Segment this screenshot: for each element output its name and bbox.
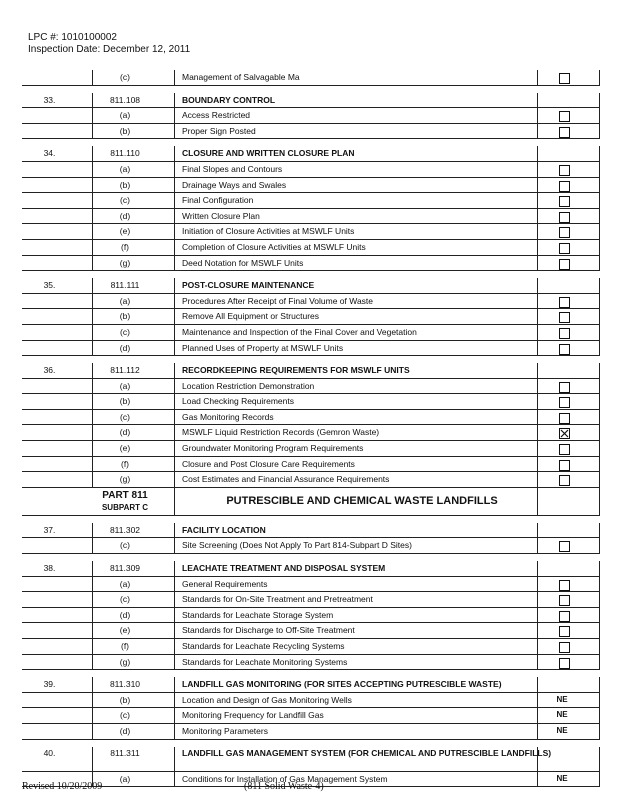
column-rule	[537, 488, 538, 516]
column-rule	[599, 523, 600, 539]
checkbox[interactable]	[559, 111, 570, 122]
column-rule	[174, 441, 175, 457]
requirement-title: Final Configuration	[182, 195, 254, 206]
column-rule	[92, 425, 93, 441]
section-header-row	[22, 561, 600, 577]
column-rule	[92, 309, 93, 325]
not-evaluated-mark: NE	[556, 694, 568, 704]
column-rule	[174, 209, 175, 225]
subsection-letter: (g)	[119, 257, 131, 268]
column-rule	[174, 70, 175, 86]
checkbox[interactable]	[559, 344, 570, 355]
column-rule	[599, 93, 600, 109]
requirement-title: Management of Salvagable Ma	[182, 72, 300, 82]
column-rule	[599, 623, 600, 639]
subsection-letter: (f)	[120, 641, 130, 651]
checklist-row	[22, 577, 600, 593]
column-rule	[599, 708, 600, 724]
checklist-row	[22, 162, 600, 178]
section-title: LEACHATE TREATMENT AND DISPOSAL SYSTEM	[182, 563, 386, 574]
checkbox[interactable]	[559, 541, 570, 552]
column-rule	[599, 124, 600, 140]
column-rule	[599, 209, 600, 225]
subsection-letter: (f)	[120, 241, 130, 252]
column-rule	[92, 124, 93, 140]
requirement-title: Site Screening (Does Not Apply To Part 814-Subpart D Sites)	[182, 540, 412, 551]
inspection-checklist	[22, 70, 600, 787]
checkbox[interactable]	[559, 259, 570, 270]
column-rule	[599, 608, 600, 624]
checkbox[interactable]	[559, 212, 570, 223]
requirement-title: Standards for Leachate Recycling Systems	[182, 641, 345, 651]
subsection-letter: (g)	[119, 474, 131, 485]
column-rule	[174, 693, 175, 709]
section-header-row	[22, 146, 600, 162]
requirement-title: Maintenance and Inspection of the Final Cover and Vegetation	[182, 326, 417, 337]
column-rule	[174, 639, 175, 655]
requirement-title: Location and Design of Gas Monitoring Wells	[182, 694, 352, 705]
column-rule	[174, 747, 175, 772]
column-rule	[599, 457, 600, 473]
row-spacer	[22, 271, 600, 278]
subsection-letter: (c)	[120, 594, 130, 605]
column-rule	[174, 655, 175, 671]
checklist-row	[22, 425, 600, 441]
subsection-letter: (a)	[119, 578, 131, 589]
section-header-row	[22, 93, 600, 109]
column-rule	[599, 425, 600, 441]
requirement-title: Final Slopes and Contours	[182, 163, 283, 174]
checklist-row	[22, 193, 600, 209]
subsection-letter: (c)	[120, 326, 130, 337]
column-rule	[92, 577, 93, 593]
column-rule	[599, 363, 600, 379]
footer-page: (811 Solid Waste-4)	[244, 781, 324, 792]
checkbox[interactable]	[559, 73, 570, 84]
footer-revised: Revised 10/20/2009	[22, 781, 103, 792]
requirement-title: Procedures After Receipt of Final Volume of Waste	[182, 295, 374, 306]
column-rule	[174, 457, 175, 473]
column-rule	[599, 677, 600, 693]
column-rule	[599, 655, 600, 671]
checkbox[interactable]	[559, 181, 570, 192]
column-rule	[174, 240, 175, 256]
requirement-title: Load Checking Requirements	[182, 396, 294, 407]
part-label: PART 811	[102, 489, 148, 501]
checkbox[interactable]	[559, 297, 570, 308]
column-rule	[174, 325, 175, 341]
checklist-row	[22, 240, 600, 256]
column-rule	[92, 693, 93, 709]
section-title: POST-CLOSURE MAINTENANCE	[182, 280, 315, 291]
column-rule	[174, 224, 175, 240]
requirement-title: Written Closure Plan	[182, 210, 260, 221]
checklist-row	[22, 592, 600, 608]
column-rule	[92, 193, 93, 209]
subsection-letter: (b)	[119, 179, 131, 190]
not-evaluated-mark: NE	[556, 725, 568, 735]
item-number: 39.	[43, 679, 56, 690]
requirement-title: Standards for Discharge to Off-Site Treatment	[182, 625, 355, 636]
subsection-letter: (c)	[120, 72, 130, 82]
section-header-row	[22, 677, 600, 693]
column-rule	[174, 108, 175, 124]
checklist-row	[22, 209, 600, 225]
column-rule	[92, 410, 93, 426]
column-rule	[92, 724, 93, 740]
column-rule	[174, 425, 175, 441]
checkbox[interactable]	[559, 397, 570, 408]
checklist-row	[22, 441, 600, 457]
checkbox[interactable]	[559, 475, 570, 486]
checklist-row	[22, 608, 600, 624]
checklist-row	[22, 693, 600, 709]
column-rule	[92, 224, 93, 240]
column-rule	[599, 278, 600, 294]
subsection-letter: (b)	[119, 396, 131, 407]
row-spacer	[22, 516, 600, 523]
column-rule	[174, 724, 175, 740]
subsection-letter: (c)	[120, 540, 130, 551]
column-rule	[174, 162, 175, 178]
section-number: 811.310	[109, 679, 141, 690]
section-title: FACILITY LOCATION	[182, 524, 266, 535]
column-rule	[174, 472, 175, 488]
column-rule	[599, 224, 600, 240]
requirement-title: Drainage Ways and Swales	[182, 179, 287, 190]
column-rule	[92, 441, 93, 457]
column-rule	[599, 379, 600, 395]
section-number: 811.111	[110, 280, 140, 291]
column-rule	[92, 394, 93, 410]
column-rule	[174, 772, 175, 788]
column-rule	[174, 309, 175, 325]
requirement-title: Conditions for Installation of Gas Management System	[182, 773, 388, 784]
section-header-row	[22, 278, 600, 294]
column-rule	[92, 70, 93, 86]
column-rule	[599, 394, 600, 410]
section-title: CLOSURE AND WRITTEN CLOSURE PLAN	[182, 148, 355, 159]
row-spacer	[22, 554, 600, 561]
requirement-title: Standards for Leachate Storage System	[182, 609, 334, 620]
requirement-title: Planned Uses of Property at MSWLF Units	[182, 342, 344, 353]
section-title: LANDFILL GAS MONITORING (FOR SITES ACCEPTING PUTRESCIBLE WASTE)	[182, 679, 502, 690]
subpart-label: SUBPART C	[101, 502, 149, 512]
column-rule	[92, 655, 93, 671]
section-title: RECORDKEEPING REQUIREMENTS FOR MSWLF UNITS	[182, 365, 410, 376]
column-rule	[92, 341, 93, 357]
section-header-row	[22, 523, 600, 539]
requirement-title: Initiation of Closure Activities at MSWLF Units	[182, 226, 355, 237]
section-title: LANDFILL GAS MANAGEMENT SYSTEM (FOR CHEMICAL AND PUTRESCIBLE LANDFILLS)	[182, 747, 552, 758]
column-rule	[599, 693, 600, 709]
checklist-row	[22, 178, 600, 194]
requirement-title: Standards for Leachate Monitoring Systems	[182, 656, 348, 667]
requirement-title: Groundwater Monitoring Program Requirements	[182, 443, 364, 454]
column-rule	[174, 608, 175, 624]
column-rule	[174, 592, 175, 608]
column-rule	[174, 178, 175, 194]
column-rule	[174, 577, 175, 593]
checkbox[interactable]	[559, 312, 570, 323]
row-spacer	[22, 670, 600, 677]
column-rule	[599, 592, 600, 608]
item-number: 33.	[43, 94, 56, 105]
inspection-date: Inspection Date: December 12, 2011	[28, 44, 191, 55]
column-rule	[599, 193, 600, 209]
checkbox[interactable]	[559, 227, 570, 238]
row-spacer	[22, 86, 600, 93]
column-rule	[174, 341, 175, 357]
column-rule	[599, 772, 600, 788]
requirement-title: Cost Estimates and Financial Assurance Requirements	[182, 474, 390, 485]
column-rule	[92, 708, 93, 724]
column-rule	[599, 472, 600, 488]
subsection-letter: (c)	[120, 411, 130, 422]
column-rule	[174, 124, 175, 140]
checklist-row	[22, 224, 600, 240]
part-header-row	[22, 488, 600, 516]
column-rule	[174, 677, 175, 693]
subsection-letter: (a)	[119, 380, 131, 391]
requirement-title: Deed Notation for MSWLF Units	[182, 257, 304, 268]
column-rule	[599, 577, 600, 593]
checklist-row	[22, 394, 600, 410]
requirement-title: Standards for On-Site Treatment and Pretreatment	[182, 594, 373, 605]
subsection-letter: (g)	[119, 656, 131, 667]
section-number: 811.309	[109, 563, 141, 574]
x-mark-icon	[560, 429, 569, 438]
checkbox[interactable]	[559, 243, 570, 254]
checkbox[interactable]	[559, 165, 570, 176]
not-evaluated-mark: NE	[556, 773, 568, 783]
section-number: 811.302	[109, 524, 141, 535]
subsection-letter: (b)	[119, 311, 131, 322]
column-rule	[92, 608, 93, 624]
subsection-letter: (c)	[120, 710, 130, 721]
column-rule	[599, 108, 600, 124]
column-rule	[599, 639, 600, 655]
subsection-letter: (d)	[119, 427, 131, 438]
subsection-letter: (e)	[119, 625, 131, 636]
column-rule	[174, 523, 175, 539]
checklist-row	[22, 124, 600, 140]
checkbox[interactable]	[559, 658, 570, 669]
section-title: PUTRESCIBLE AND CHEMICAL WASTE LANDFILLS	[226, 494, 498, 507]
column-rule	[174, 146, 175, 162]
requirement-title: Gas Monitoring Records	[182, 411, 274, 422]
requirement-title: Access Restricted	[182, 110, 251, 121]
column-rule	[174, 488, 175, 516]
column-rule	[92, 240, 93, 256]
subsection-letter: (b)	[119, 694, 131, 705]
requirement-title: Remove All Equipment or Structures	[182, 311, 320, 322]
checkbox[interactable]	[559, 460, 570, 471]
checklist-row	[22, 655, 600, 671]
column-rule	[174, 294, 175, 310]
column-rule	[599, 256, 600, 272]
row-spacer	[22, 356, 600, 363]
checkbox[interactable]	[559, 382, 570, 393]
column-rule	[599, 309, 600, 325]
requirement-title: Closure and Post Closure Care Requirements	[182, 458, 355, 469]
checklist-row	[22, 724, 600, 740]
checklist-row	[22, 325, 600, 341]
column-rule	[92, 325, 93, 341]
column-rule	[599, 538, 600, 554]
checkbox[interactable]	[559, 196, 570, 207]
column-rule	[174, 708, 175, 724]
requirement-title: Completion of Closure Activities at MSWLF Units	[182, 241, 366, 252]
column-rule	[92, 209, 93, 225]
column-rule	[174, 538, 175, 554]
subsection-letter: (b)	[119, 125, 131, 136]
subsection-letter: (a)	[119, 110, 131, 121]
section-header-row	[22, 363, 600, 379]
column-rule	[599, 178, 600, 194]
column-rule	[92, 379, 93, 395]
column-rule	[599, 70, 600, 86]
item-number: 37.	[43, 524, 56, 535]
subsection-letter: (f)	[120, 458, 130, 469]
column-rule	[92, 538, 93, 554]
column-rule	[92, 256, 93, 272]
subsection-letter: (d)	[119, 342, 131, 353]
section-number: 811.311	[110, 747, 140, 758]
column-rule	[599, 341, 600, 357]
subsection-letter: (a)	[119, 163, 131, 174]
item-number: 36.	[43, 365, 56, 376]
column-rule	[92, 294, 93, 310]
checklist-row	[22, 341, 600, 357]
checklist-row	[22, 639, 600, 655]
subsection-letter: (c)	[120, 195, 130, 206]
column-rule	[92, 178, 93, 194]
column-rule	[599, 724, 600, 740]
checklist-row	[22, 472, 600, 488]
subsection-letter: (d)	[119, 725, 131, 736]
column-rule	[599, 294, 600, 310]
column-rule	[174, 193, 175, 209]
column-rule	[174, 623, 175, 639]
not-evaluated-mark: NE	[556, 710, 568, 720]
checkbox[interactable]	[559, 611, 570, 622]
item-number: 34.	[43, 148, 56, 159]
column-rule	[174, 278, 175, 294]
column-rule	[92, 639, 93, 655]
column-rule	[599, 240, 600, 256]
subsection-letter: (a)	[119, 295, 131, 306]
column-rule	[599, 488, 600, 516]
checklist-row	[22, 309, 600, 325]
subsection-letter: (e)	[119, 443, 131, 454]
column-rule	[599, 162, 600, 178]
section-number: 811.108	[109, 94, 141, 105]
item-number: 38.	[43, 563, 56, 574]
column-rule	[174, 410, 175, 426]
checklist-row	[22, 538, 600, 554]
column-rule	[599, 441, 600, 457]
checklist-row	[22, 70, 600, 86]
checklist-row	[22, 457, 600, 473]
checklist-row	[22, 256, 600, 272]
section-header-row	[22, 747, 600, 772]
column-rule	[174, 561, 175, 577]
column-rule	[599, 561, 600, 577]
column-rule	[174, 256, 175, 272]
column-rule	[174, 394, 175, 410]
requirement-title: Monitoring Frequency for Landfill Gas	[182, 710, 324, 721]
column-rule	[599, 410, 600, 426]
requirement-title: General Requirements	[182, 578, 268, 589]
checkbox[interactable]	[559, 328, 570, 339]
requirement-title: Monitoring Parameters	[182, 725, 268, 736]
column-rule	[92, 162, 93, 178]
checkbox[interactable]	[559, 595, 570, 606]
subsection-letter: (d)	[119, 210, 131, 221]
section-number: 811.110	[110, 148, 140, 159]
column-rule	[599, 325, 600, 341]
checkbox-checked[interactable]	[559, 428, 570, 439]
item-number: 35.	[43, 280, 56, 291]
requirement-title: MSWLF Liquid Restriction Records (Gemron Waste)	[182, 427, 380, 438]
checkbox[interactable]	[559, 444, 570, 455]
checkbox[interactable]	[559, 580, 570, 591]
row-spacer	[22, 139, 600, 146]
checklist-row	[22, 294, 600, 310]
checklist-row	[22, 108, 600, 124]
column-rule	[92, 108, 93, 124]
column-rule	[599, 747, 600, 772]
checkbox[interactable]	[559, 642, 570, 653]
section-title: BOUNDARY CONTROL	[182, 94, 276, 105]
column-rule	[92, 457, 93, 473]
column-rule	[599, 146, 600, 162]
checklist-row	[22, 708, 600, 724]
checkbox[interactable]	[559, 626, 570, 637]
column-rule	[174, 379, 175, 395]
subsection-letter: (d)	[119, 609, 131, 620]
checkbox[interactable]	[559, 413, 570, 424]
row-spacer	[22, 740, 600, 747]
checkbox[interactable]	[559, 127, 570, 138]
column-rule	[92, 592, 93, 608]
column-rule	[174, 93, 175, 109]
checklist-row	[22, 410, 600, 426]
subsection-letter: (e)	[119, 226, 131, 237]
column-rule	[92, 472, 93, 488]
requirement-title: Location Restriction Demonstration	[182, 380, 315, 391]
column-rule	[174, 363, 175, 379]
checklist-row	[22, 379, 600, 395]
item-number: 40.	[43, 747, 56, 758]
checklist-row	[22, 623, 600, 639]
section-number: 811.112	[110, 365, 140, 376]
column-rule	[92, 623, 93, 639]
subsection-letter: (a)	[119, 773, 131, 784]
lpc-number: LPC #: 1010100002	[28, 32, 117, 43]
requirement-title: Proper Sign Posted	[182, 125, 256, 136]
